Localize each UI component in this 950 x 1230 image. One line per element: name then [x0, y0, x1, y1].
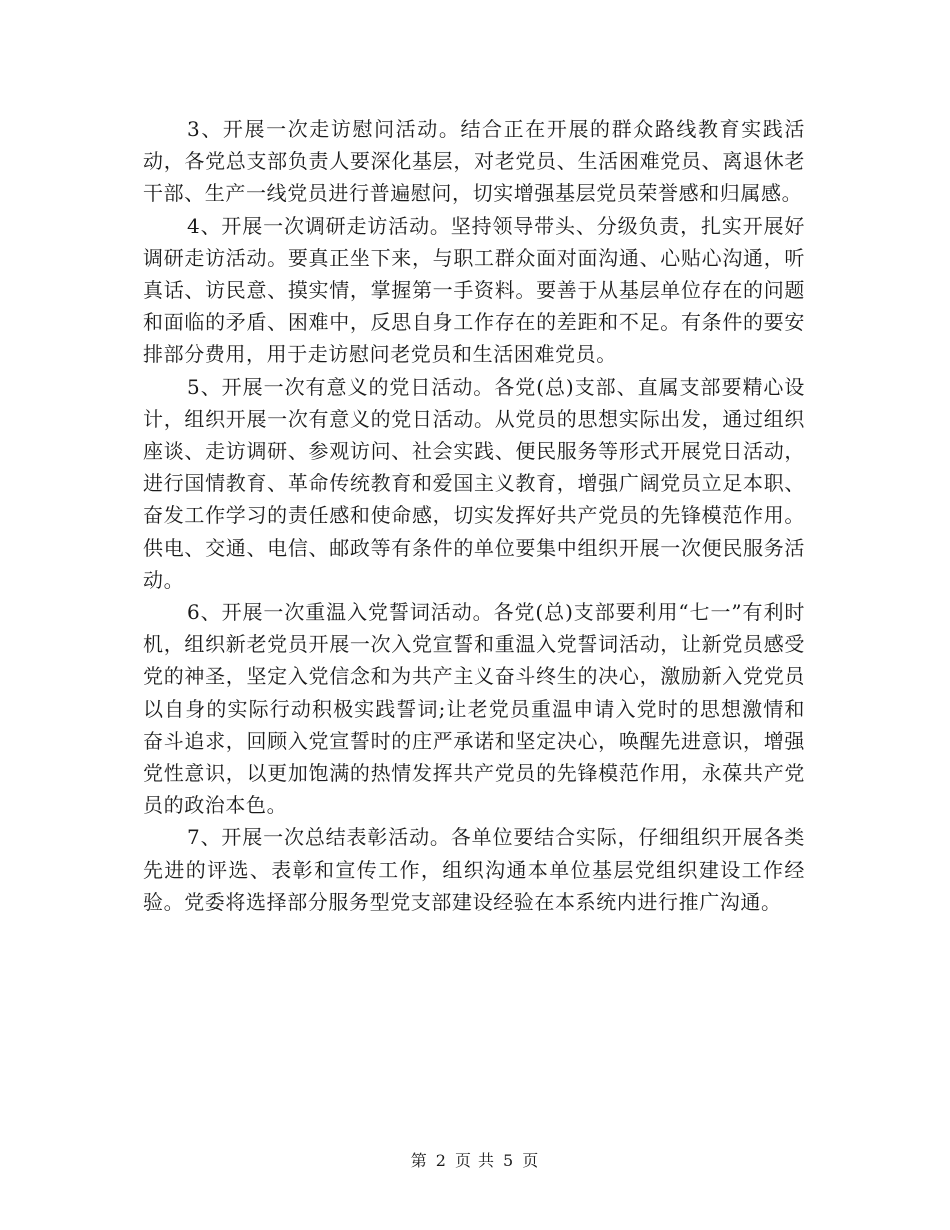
- footer-prefix: 第: [410, 1151, 428, 1170]
- footer-total-pages: 5: [503, 1151, 515, 1170]
- paragraph-item-6: 6、开展一次重温入党誓词活动。各党(总)支部要利用“七一”有利时机，组织新老党员开展一次入党宣誓和重温入党誓词活动，让新党员感受党的神圣，坚定入党信念和为共产主义奋斗终生的决心，激励新入党党员以自身的实际行动积极实践誓词;让老党员重温申请入党时的思想激情和奋斗追求，回顾入党宣誓时的庄严承诺和坚定决心，唤醒先进意识，增强党性意识，以更加饱满的热情发挥共产党员的先锋模范作用，永葆共产党员的政治本色。: [143, 600, 805, 818]
- paragraph-item-7: 7、开展一次总结表彰活动。各单位要结合实际，仔细组织开展各类先进的评选、表彰和宣传工作，组织沟通本单位基层党组织建设工作经验。党委将选择部分服务型党支部建设经验在本系统内进行推广沟通。: [143, 825, 805, 914]
- footer-current-page: 2: [435, 1151, 447, 1170]
- document-body: [143, 113, 805, 918]
- paragraph-item-4: 4、开展一次调研走访活动。坚持领导带头、分级负责，扎实开展好调研走访活动。要真正坐下来，与职工群众面对面沟通、心贴心沟通，听真话、访民意、摸实情，掌握第一手资料。要善于从基层单位存在的问题和面临的矛盾、困难中，反思自身工作存在的差距和不足。有条件的要安排部分费用，用于走访慰问老党员和生活困难党员。: [143, 213, 805, 367]
- footer-middle: 页 共: [454, 1151, 496, 1170]
- paragraph-item-5: 5、开展一次有意义的党日活动。各党(总)支部、直属支部要精心设计，组织开展一次有意义的党日活动。从党员的思想实际出发，通过组织座谈、走访调研、参观访问、社会实践、便民服务等形式开展党日活动，进行国情教育、革命传统教育和爱国主义教育，增强广阔党员立足本职、奋发工作学习的责任感和使命感，切实发挥好共产党员的先锋模范作用。供电、交通、电信、邮政等有条件的单位要集中组织开展一次便民服务活动。: [143, 374, 805, 592]
- page-number-footer: [0, 1148, 950, 1171]
- paragraph-item-3: 3、开展一次走访慰问活动。结合正在开展的群众路线教育实践活动，各党总支部负责人要深化基层，对老党员、生活困难党员、离退休老干部、生产一线党员进行普遍慰问，切实增强基层党员荣誉感和归属感。: [143, 117, 805, 206]
- footer-suffix: 页: [522, 1151, 540, 1170]
